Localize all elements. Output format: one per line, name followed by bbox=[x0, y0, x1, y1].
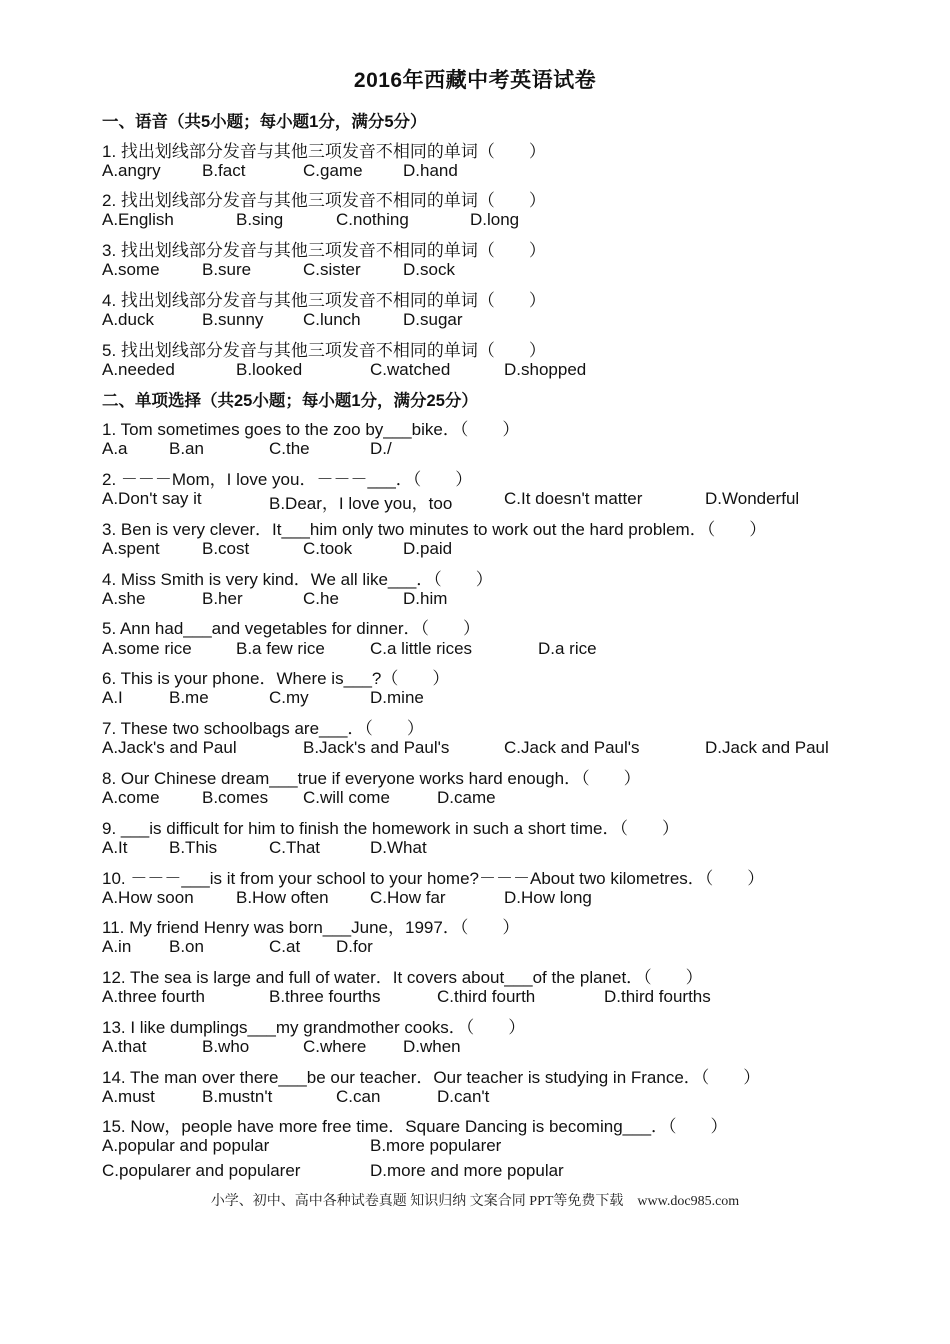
option: A.Don't say it bbox=[102, 489, 202, 508]
option: C.can bbox=[336, 1087, 381, 1106]
option: D.third fourths bbox=[604, 987, 711, 1006]
option: B.an bbox=[169, 439, 204, 458]
option: D.came bbox=[437, 788, 496, 807]
question: 10. －－－___is it from your school to your home?－－－About two kilometres．（ ） bbox=[102, 869, 765, 888]
option: B.three fourths bbox=[269, 987, 381, 1006]
question: 8. Our Chinese dream___true if everyone works hard enough．（ ） bbox=[102, 769, 641, 788]
option: B.cost bbox=[202, 539, 250, 558]
option-row bbox=[0, 937, 950, 961]
option: B.sure bbox=[202, 260, 252, 279]
option: B.more popularer bbox=[370, 1136, 502, 1155]
option: D.mine bbox=[370, 688, 424, 707]
option: A.she bbox=[102, 589, 146, 608]
option: B.This bbox=[169, 838, 218, 857]
option: D.when bbox=[403, 1037, 461, 1056]
question: 3. Ben is very clever．It___him only two minutes to work out the hard problem．（ ） bbox=[102, 520, 767, 539]
option-row bbox=[0, 1087, 950, 1111]
option: D.long bbox=[470, 210, 520, 229]
option-row bbox=[0, 539, 950, 563]
option: D.a rice bbox=[538, 639, 597, 658]
question: 3. 找出划线部分发音与其他三项发音不相同的单词（ ） bbox=[102, 241, 546, 260]
option: C.Jack and Paul's bbox=[504, 738, 640, 757]
question: 6. This is your phone．Where is___?（ ） bbox=[102, 669, 450, 688]
option: C.at bbox=[269, 937, 301, 956]
option: D.sock bbox=[403, 260, 455, 279]
option-row bbox=[0, 489, 950, 513]
option: A.some bbox=[102, 260, 160, 279]
question: 5. Ann had___and vegetables for dinner．（ ） bbox=[102, 619, 481, 638]
option-row bbox=[0, 161, 950, 185]
option: A.in bbox=[102, 937, 132, 956]
option: B.who bbox=[202, 1037, 250, 1056]
option: B.How often bbox=[236, 888, 329, 907]
option: C.nothing bbox=[336, 210, 409, 229]
option: A.needed bbox=[102, 360, 175, 379]
question: 14. The man over there___be our teacher．Our teacher is studying in France．（ ） bbox=[102, 1068, 761, 1087]
question: 5. 找出划线部分发音与其他三项发音不相同的单词（ ） bbox=[102, 341, 546, 360]
question: 9. ___is difficult for him to finish the homework in such a short time．（ ） bbox=[102, 819, 679, 838]
option-row bbox=[0, 310, 950, 334]
option: C.It doesn't matter bbox=[504, 489, 643, 508]
option: A.a bbox=[102, 439, 128, 458]
option: C.sister bbox=[303, 260, 361, 279]
option: A.spent bbox=[102, 539, 160, 558]
question: 15. Now，people have more free time．Square Dancing is becoming___．（ ） bbox=[102, 1117, 728, 1136]
option: D.more and more popular bbox=[370, 1161, 564, 1180]
option: D./ bbox=[370, 439, 392, 458]
option: B.looked bbox=[236, 360, 303, 379]
option-row bbox=[0, 987, 950, 1011]
option: D.What bbox=[370, 838, 427, 857]
question: 1. 找出划线部分发音与其他三项发音不相同的单词（ ） bbox=[102, 142, 546, 161]
question: 13. I like dumplings___my grandmother cooks．（ ） bbox=[102, 1018, 526, 1037]
option: D.paid bbox=[403, 539, 453, 558]
option-row bbox=[0, 688, 950, 712]
question: 2. －－－Mom，I love you．－－－___．（ ） bbox=[102, 470, 473, 489]
option: A.I bbox=[102, 688, 123, 707]
option-row bbox=[0, 360, 950, 384]
page-title: 2016年西藏中考英语试卷 bbox=[353, 69, 597, 92]
question: 7. These two schoolbags are___．（ ） bbox=[102, 719, 424, 738]
option: C.game bbox=[303, 161, 363, 180]
option: D.sugar bbox=[403, 310, 463, 329]
option: A.come bbox=[102, 788, 160, 807]
footer-note: 小学、初中、高中各种试卷真题 知识归纳 文案合同 PPT等免费下载 www.doc985.com bbox=[210, 1194, 740, 1209]
option: A.that bbox=[102, 1037, 147, 1056]
option-row bbox=[0, 589, 950, 613]
option: C.he bbox=[303, 589, 339, 608]
option: A.popular and popular bbox=[102, 1136, 270, 1155]
option: C.third fourth bbox=[437, 987, 536, 1006]
option: B.sing bbox=[236, 210, 284, 229]
option: A.three fourth bbox=[102, 987, 206, 1006]
option: B.fact bbox=[202, 161, 246, 180]
option: B.a few rice bbox=[236, 639, 325, 658]
option: C.where bbox=[303, 1037, 367, 1056]
option-row bbox=[0, 260, 950, 284]
question: 11. My friend Henry was born___June，1997．（ ） bbox=[102, 918, 520, 937]
option: D.Wonderful bbox=[705, 489, 800, 508]
option: A.some rice bbox=[102, 639, 192, 658]
option: C.the bbox=[269, 439, 310, 458]
option: A.angry bbox=[102, 161, 161, 180]
option: C.How far bbox=[370, 888, 446, 907]
option: D.him bbox=[403, 589, 448, 608]
option: B.mustn't bbox=[202, 1087, 273, 1106]
option: D.How long bbox=[504, 888, 592, 907]
option: C.That bbox=[269, 838, 321, 857]
option: B.on bbox=[169, 937, 204, 956]
option: D.hand bbox=[403, 161, 458, 180]
option: D.shopped bbox=[504, 360, 587, 379]
option: B.me bbox=[169, 688, 209, 707]
option: A.must bbox=[102, 1087, 155, 1106]
option: C.watched bbox=[370, 360, 451, 379]
option-row bbox=[0, 788, 950, 812]
question: 2. 找出划线部分发音与其他三项发音不相同的单词（ ） bbox=[102, 191, 546, 210]
option-row bbox=[0, 888, 950, 912]
option-row bbox=[0, 1037, 950, 1061]
option: C.my bbox=[269, 688, 309, 707]
option: A.duck bbox=[102, 310, 154, 329]
option: A.Jack's and Paul bbox=[102, 738, 237, 757]
option: A.English bbox=[102, 210, 174, 229]
question: 1. Tom sometimes goes to the zoo by___bike．（ ） bbox=[102, 420, 520, 439]
option-row bbox=[0, 838, 950, 862]
question: 4. 找出划线部分发音与其他三项发音不相同的单词（ ） bbox=[102, 291, 546, 310]
option: C.a little rices bbox=[370, 639, 473, 658]
option-row bbox=[0, 738, 950, 762]
option: A.How soon bbox=[102, 888, 194, 907]
option: D.can't bbox=[437, 1087, 490, 1106]
option: B.her bbox=[202, 589, 243, 608]
option: D.Jack and Paul bbox=[705, 738, 829, 757]
option: C.will come bbox=[303, 788, 390, 807]
option: B.Jack's and Paul's bbox=[303, 738, 450, 757]
option-row bbox=[0, 439, 950, 463]
section-heading-single-choice: 二、单项选择（共25小题；每小题1分，满分25分） bbox=[102, 392, 478, 410]
section-heading-phonetics: 一、语音（共5小题；每小题1分，满分5分） bbox=[102, 113, 427, 131]
option: D.for bbox=[336, 937, 373, 956]
option: C.lunch bbox=[303, 310, 361, 329]
option: B.Dear，I love you，too bbox=[269, 494, 453, 513]
option-row bbox=[0, 210, 950, 234]
option: A.It bbox=[102, 838, 128, 857]
question: 12. The sea is large and full of water．It covers about___of the planet．（ ） bbox=[102, 968, 703, 987]
option: C.popularer and popularer bbox=[102, 1161, 301, 1180]
option: B.comes bbox=[202, 788, 269, 807]
question: 4. Miss Smith is very kind．We all like___．（ ） bbox=[102, 570, 493, 589]
option-row bbox=[0, 639, 950, 663]
option: B.sunny bbox=[202, 310, 264, 329]
option-row bbox=[0, 1161, 950, 1185]
option-row bbox=[0, 1136, 950, 1160]
option: C.took bbox=[303, 539, 353, 558]
